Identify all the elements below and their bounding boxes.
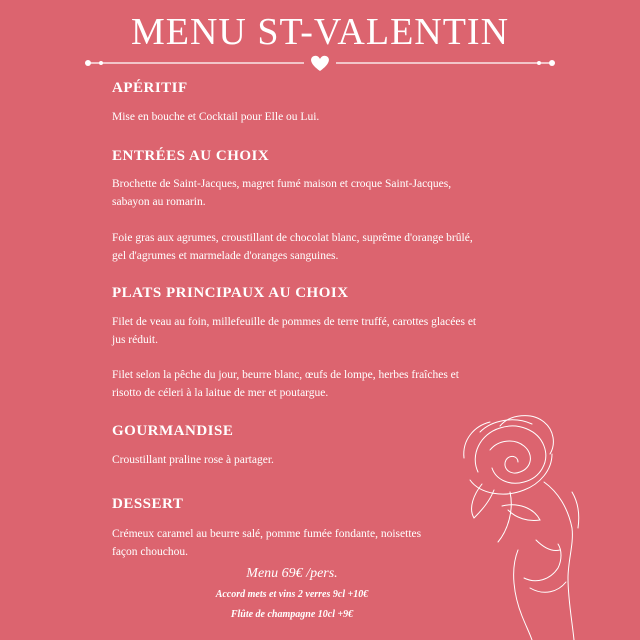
section-title-entrees: ENTRÉES AU CHOIX: [112, 148, 270, 164]
heart-divider: [82, 52, 558, 74]
gourmandise-item: Croustillant praline rose à partager.: [112, 454, 274, 466]
section-title-aperitif: APÉRITIF: [112, 80, 188, 96]
aperitif-item: Mise en bouche et Cocktail pour Elle ou Lui.: [112, 111, 320, 123]
heart-icon: [311, 56, 329, 71]
menu-price: Menu 69€ /pers.: [246, 566, 338, 581]
wine-pairing: Accord mets et vins 2 verres 9cl +10€: [215, 589, 369, 600]
entree-item-1: Brochette de Saint-Jacques, magret fumé maison et croque Saint-Jacques, sabayon au romarin.: [112, 178, 452, 208]
plat-item-1: Filet de veau au foin, millefeuille de pommes de terre truffé, carottes glacées et jus réduit.: [112, 316, 477, 346]
menu-title: MENU ST-VALENTIN: [130, 11, 510, 53]
rose-hand-illustration: [440, 410, 640, 640]
section-title-plats: PLATS PRINCIPAUX AU CHOIX: [112, 285, 349, 301]
champagne-option: Flûte de champagne 10cl +9€: [230, 609, 354, 620]
section-title-gourmandise: GOURMANDISE: [112, 423, 234, 439]
plat-item-2: Filet selon la pêche du jour, beurre blanc, œufs de lompe, herbes fraîches et risotto de céleri à la laitue de mer et poutargue.: [112, 369, 459, 399]
dessert-item: Crémeux caramel au beurre salé, pomme fumée fondante, noisettes façon chouchou.: [112, 528, 422, 558]
entree-item-2: Foie gras aux agrumes, croustillant de chocolat blanc, suprême d'orange brûlé, gel d'agrumes et marmelade d'oranges sanguines.: [112, 232, 473, 262]
section-title-dessert: DESSERT: [112, 496, 184, 512]
